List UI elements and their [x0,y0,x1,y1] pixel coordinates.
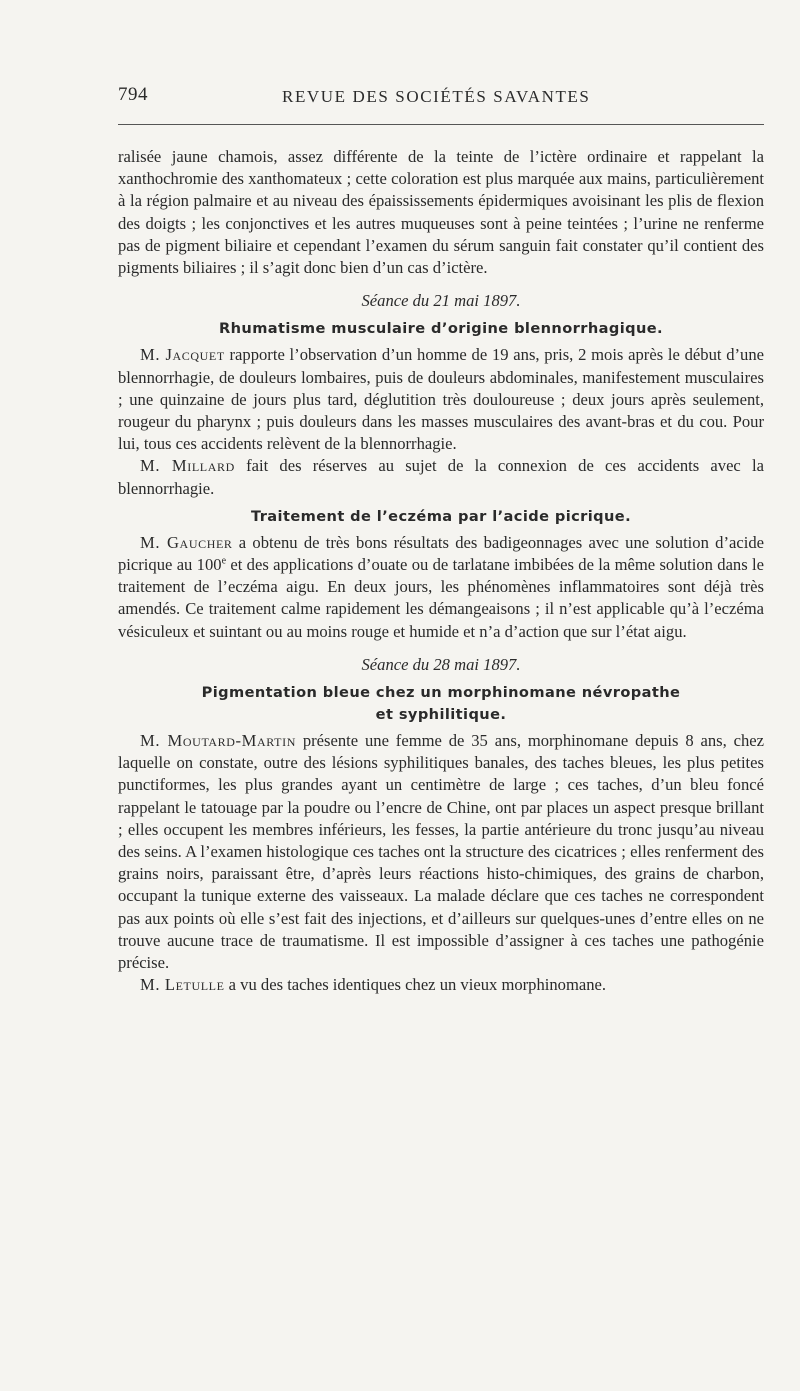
speaker-name: M. Jacquet [140,345,225,365]
heading-line: Pigmentation bleue chez un morphinomane névropathe [201,684,681,702]
article-body [118,146,764,997]
section-heading-eczema: Traitement de l’eczéma par l’acide picrique. [250,507,632,525]
running-title: REVUE DES SOCIÉTÉS SAVANTES [282,87,591,106]
paragraph-moutard-martin [118,730,764,974]
paragraph-text: a vu des taches identiques chez un vieux morphinomane. [224,975,607,995]
paragraph-text: fait des réserves au sujet de la connexion de ces accidents avec la blennorrhagie. [118,456,764,498]
speaker-name: M. Millard [140,456,235,476]
paragraph-millard [118,455,764,499]
page-number: 794 [118,84,148,105]
paragraph-text: présente une femme de 35 ans, morphinomane depuis 8 ans, chez laquelle on constate, outre des lésions syphilitiques banales, des taches bleues, les plus petites punctiformes, les plus grandes ayant un centimètre de large ; ces taches, d’un bleu foncé rappelant le tatouage par la poudre ou l’encre de Chine, ont par places un aspect presque brillant ; elles occupent les membres inférieurs, les fesses, la partie antérieure du tronc jusqu’au niveau des seins. A l’examen histologique ces taches ont la structure des cicatrices ; elles renferment des grains noirs, paraissant être, d’après leurs réactions histo-chimiques, des grains de charbon, occupant la tunique externe des vaisseaux. La malade déclare que ces taches ne correspondent pas aux points où elle s’est fait des injections, et d’ailleurs sur quelques-unes d’entre elles on ne trouve aucune trace de traumatisme. Il est impossible d’assigner à ces taches une pathogénie précise. [118,731,765,973]
paragraph-gaucher [118,532,764,643]
paragraph-text: et des applications d’ouate ou de tarlatane imbibées de la même solution dans le traitement de l’eczéma aigu. En deux jours, les phénomènes inflammatoires sont déjà très amendés. Ce traitement calme rapidement les démangeaisons ; il n’est applicable qu’à l’eczéma vésiculeux et suintant ou au moins rouge et humide et n’a d’action que sur l’état aigu. [118,555,764,641]
intro-paragraph: ralisée jaune chamois, assez différente de la teinte de l’ictère ordinaire et rappelant la xanthochromie des xanthomateux ; cette coloration est plus marquée aux mains, particulièrement à la région palmaire et au niveau des épaississements épidermiques avoisinant les plis de flexion des doigts ; les conjonctives et les autres muqueuses sont à peine teintées ; l’urine ne renferme pas de pigment biliaire et cependant l’examen du sérum sanguin fait constater qu’il contient des pigments biliaires ; il s’agit donc bien d’un cas d’ictère. [118,147,764,278]
heading-line: et syphilitique. [375,706,507,724]
paragraph-letulle [118,974,764,996]
paragraph-text: a obtenu de très bons résultats des badigeonnages avec une solution d’acide picrique au 100 [118,532,764,575]
section-heading-pigmentation [118,682,764,726]
session-date-21-mai: Séance du 21 mai 1897. [361,291,521,311]
section-heading-rhumatisme: Rhumatisme musculaire d’origine blennorrhagique. [218,320,663,338]
page-header [118,84,764,114]
session-date-28-mai: Séance du 28 mai 1897. [361,654,521,674]
paragraph-jacquet [118,344,764,455]
speaker-name: M. Moutard-Martin [140,731,296,751]
header-rule [118,124,764,125]
speaker-name: M. Letulle [140,975,225,995]
speaker-name: M. Gaucher [140,532,233,552]
paragraph-text: rapporte l’observation d’un homme de 19 ans, pris, 2 mois après le début d’une blennorrhagie, de douleurs lombaires, puis de douleurs abdominales, manifestement musculaires ; une quinzaine de jours plus tard, déglutition très douloureuse ; deux jours après seulement, rougeur du pharynx ; puis douleurs dans les masses musculaires des avant-bras et du cou. Pour lui, tous ces accidents relèvent de la blennorrhagie. [118,345,765,454]
superscript: e [221,555,227,567]
